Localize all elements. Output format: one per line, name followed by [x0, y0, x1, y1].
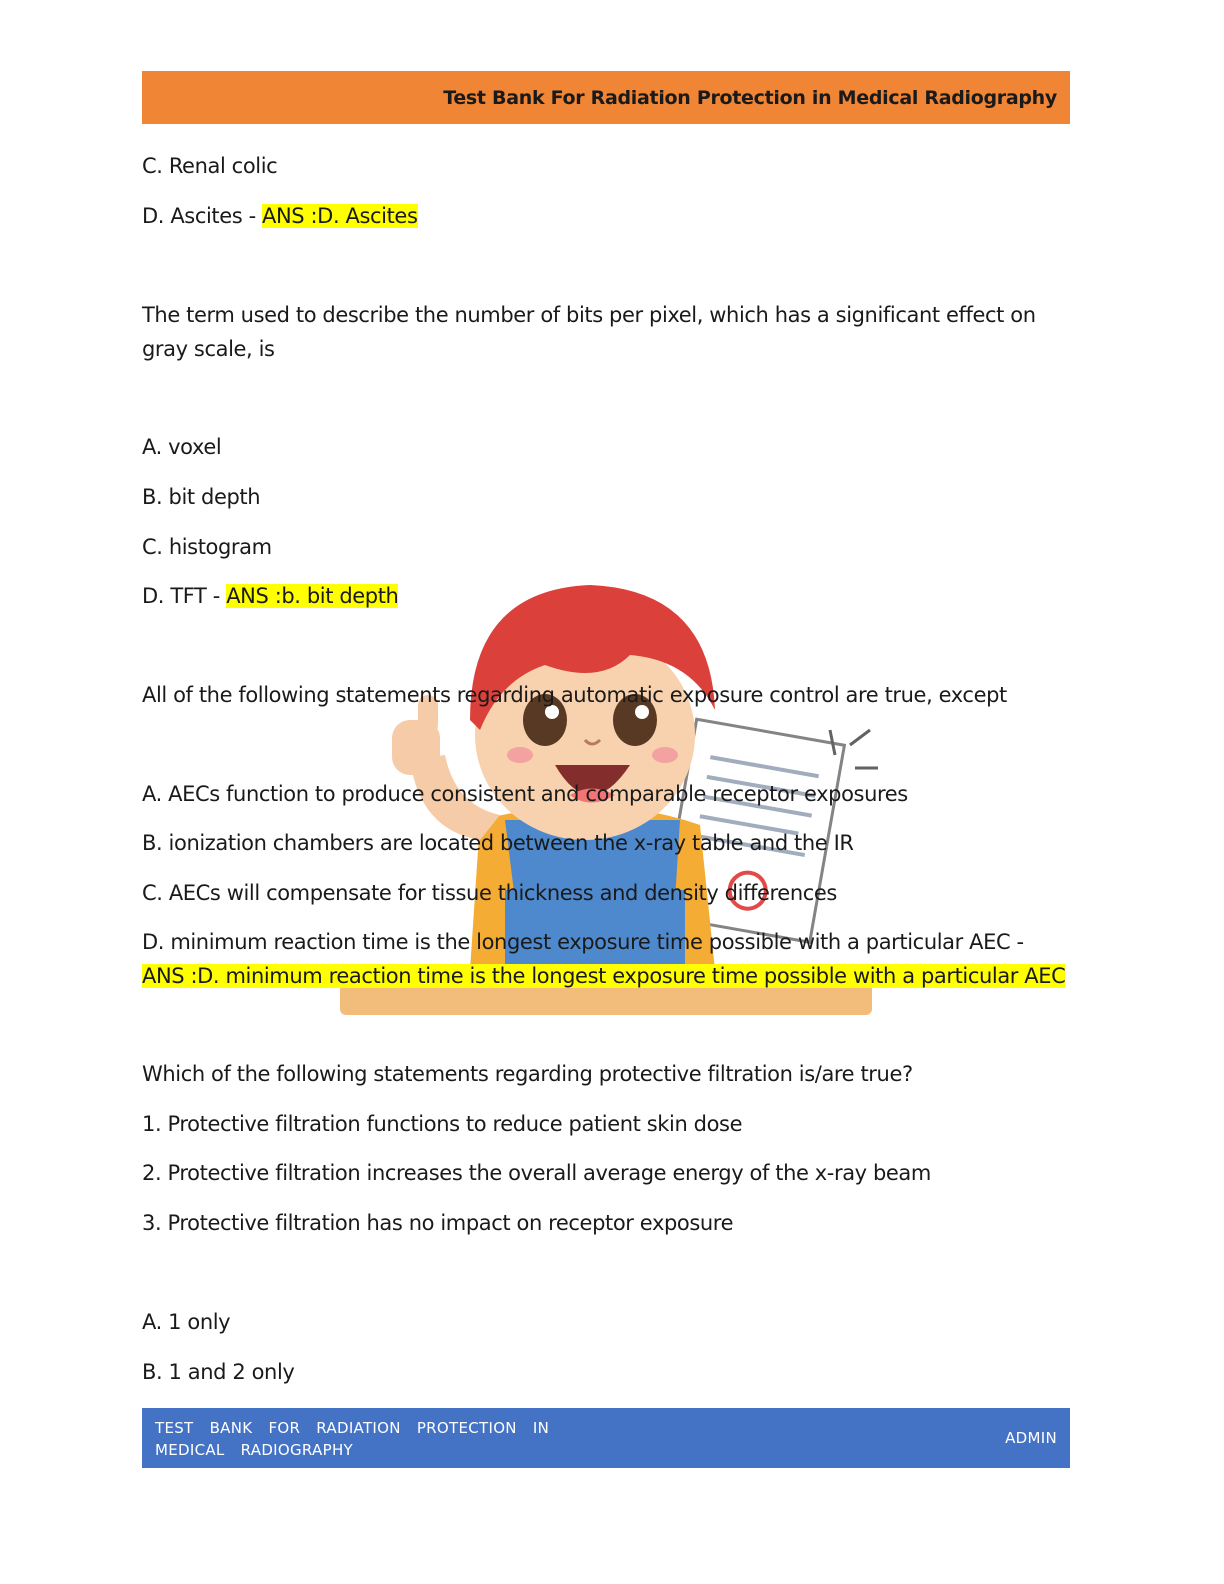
q2-option-c: C. histogram	[142, 535, 272, 559]
q3-option-a: A. AECs function to produce consistent and comparable receptor exposures	[142, 782, 908, 806]
q2-option-d: D. TFT -	[142, 584, 227, 608]
footer-title: TEST BANK FOR RADIATION PROTECTION IN MEDICAL RADIOGRAPHY	[155, 1419, 550, 1459]
header-title: Test Bank For Radiation Protection in Medical Radiography	[443, 86, 1057, 109]
q3-option-d: D. minimum reaction time is the longest exposure time possible with a particular AEC -	[142, 930, 1024, 954]
q2-option-b: B. bit depth	[142, 485, 261, 509]
q3-option-d-line	[142, 925, 1072, 993]
q4-statement-2: 2. Protective filtration increases the overall average energy of the x-ray beam	[142, 1161, 931, 1185]
page-header	[142, 71, 1070, 124]
q1-option-d: D. Ascites -	[142, 204, 263, 228]
footer-author: ADMIN	[1005, 1429, 1057, 1447]
q4-question: Which of the following statements regarding protective filtration is/are true?	[142, 1062, 913, 1086]
q3-answer: ANS :D. minimum reaction time is the longest exposure time possible with a particular AEC	[142, 964, 1066, 988]
q2-option-a: A. voxel	[142, 435, 222, 459]
q3-option-b: B. ionization chambers are located between the x-ray table and the IR	[142, 831, 854, 855]
q1-answer: ANS :D. Ascites	[262, 204, 418, 228]
q3-question: All of the following statements regarding automatic exposure control are true, except	[142, 683, 1007, 707]
q1-option-c: C. Renal colic	[142, 154, 278, 178]
q4-option-a: A. 1 only	[142, 1310, 231, 1334]
q4-statement-3: 3. Protective filtration has no impact on receptor exposure	[142, 1211, 734, 1235]
q2-question: The term used to describe the number of bits per pixel, which has a significant effect on gray scale, is	[142, 303, 1036, 361]
q1-option-d-line	[142, 199, 418, 233]
q2-option-d-line	[142, 579, 398, 613]
page-footer	[142, 1408, 1070, 1468]
q2-answer: ANS :b. bit depth	[226, 584, 399, 608]
q4-statement-1: 1. Protective filtration functions to reduce patient skin dose	[142, 1112, 743, 1136]
q4-option-b: B. 1 and 2 only	[142, 1360, 295, 1384]
q3-option-c: C. AECs will compensate for tissue thickness and density differences	[142, 881, 837, 905]
